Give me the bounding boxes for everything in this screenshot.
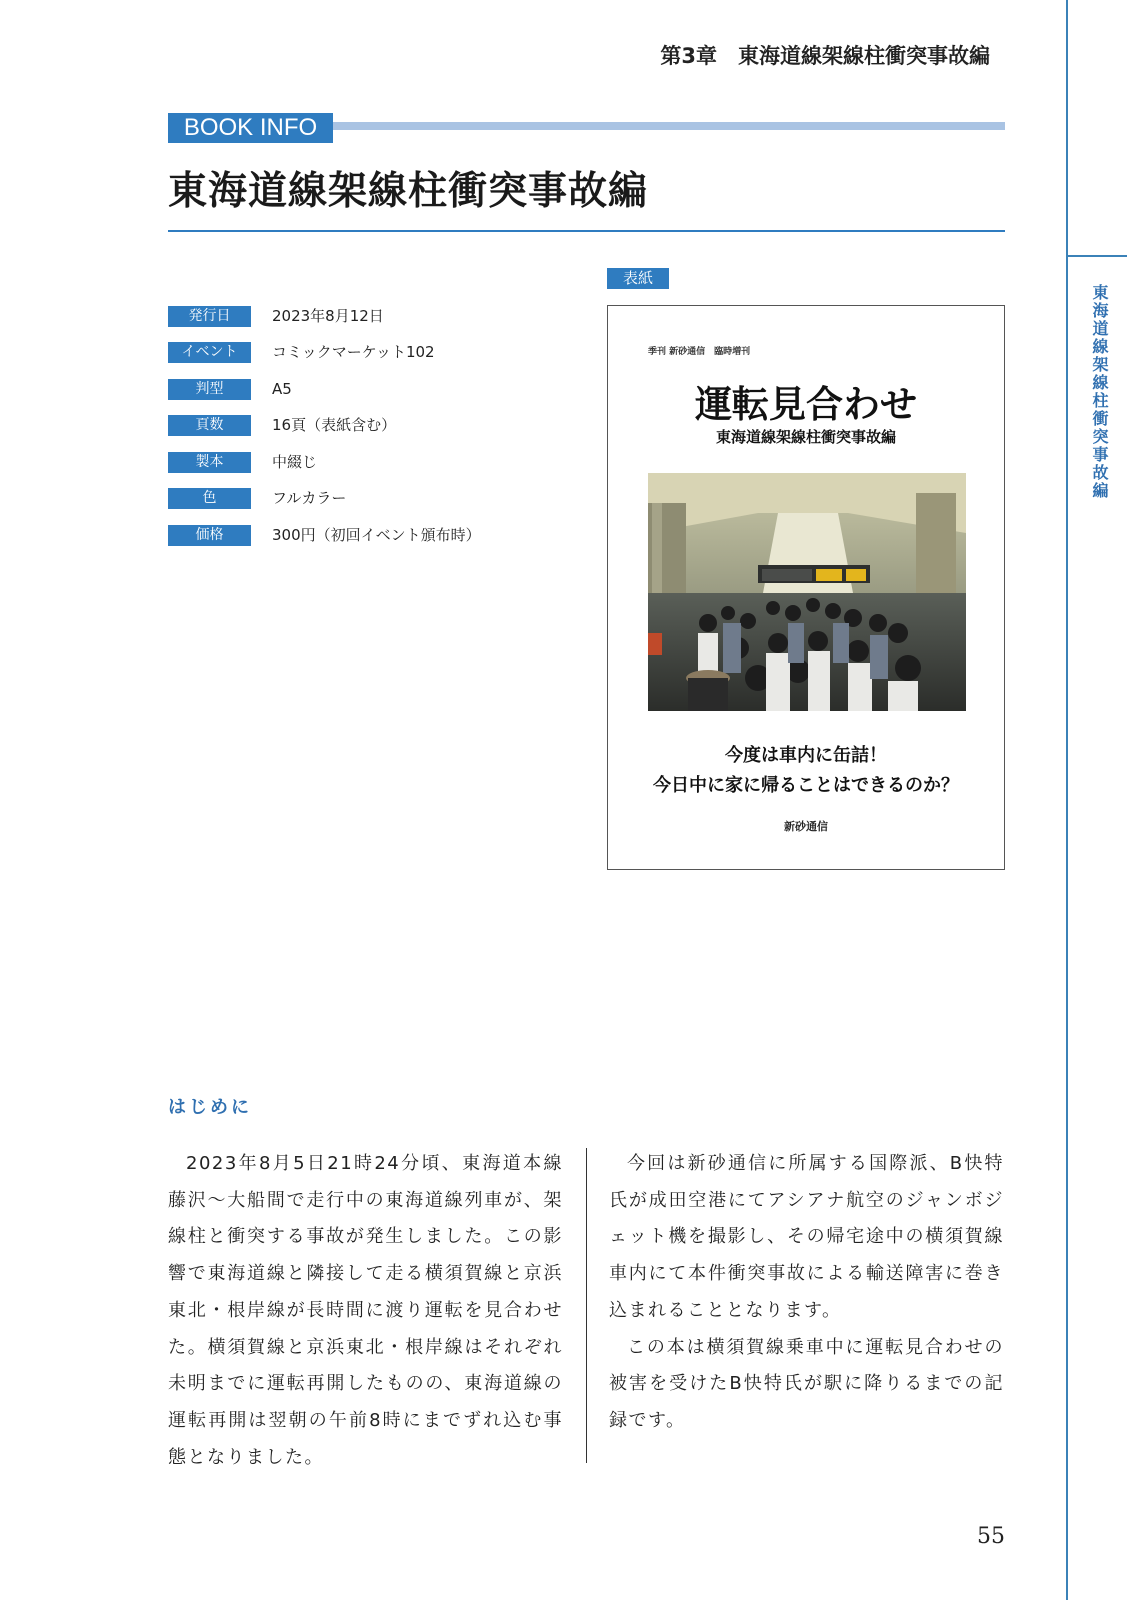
info-value: 2023年8月12日 <box>272 307 384 325</box>
info-label: 発行日 <box>168 306 251 327</box>
paragraph: 2023年8月5日21時24分頃、東海道本線藤沢～大船間で走行中の東海道線列車が、架線柱と衝突する事故が発生しました。この影響で東海道線と隣接して走る横須賀線と京浜東北・根岸線が長時間に渡り運転を見合わせた。横須賀線と京浜東北・根岸線はそれぞれ未明までに運転再開したものの、東海道線の運転再開は翌朝の午前8時にまでずれ込む事態となりました。 <box>168 1153 563 1468</box>
info-label: 色 <box>168 488 251 509</box>
page-title: 東海道線架線柱衝突事故編 <box>168 169 649 214</box>
cover-tagline-1: 今度は車内に缶詰！ <box>725 745 887 766</box>
station-crowd-illustration <box>648 473 966 711</box>
chapter-heading: 第3章 東海道線架線柱衝突事故編 <box>660 44 990 68</box>
info-value: 中綴じ <box>272 453 318 471</box>
title-divider <box>168 230 1005 232</box>
info-label: 判型 <box>168 379 251 400</box>
book-info-bar <box>333 122 1005 130</box>
paragraph: 今回は新砂通信に所属する国際派、B快特氏が成田空港にてアシアナ航空のジャンボジェット機を撮影し、その帰宅途中の横須賀線車内にて本件衝突事故による輸送障害に巻き込まれることとなります。 <box>609 1153 1004 1321</box>
info-value: 300円（初回イベント頒布時） <box>272 526 481 544</box>
sidebar-rule <box>1066 0 1068 1600</box>
book-info-badge: BOOK INFO <box>168 113 333 143</box>
info-label: 価格 <box>168 525 251 546</box>
body-column-right <box>609 1146 1004 1440</box>
sidebar-tick <box>1066 255 1127 257</box>
info-value: フルカラー <box>272 489 347 507</box>
section-heading: はじめに <box>168 1097 252 1118</box>
info-value: 16頁（表紙含む） <box>272 416 397 434</box>
cover-photo <box>648 473 966 711</box>
info-label: イベント <box>168 342 251 363</box>
column-divider <box>586 1148 587 1463</box>
sidebar-vertical-title: 東海道線架線柱衝突事故編 <box>1090 284 1109 500</box>
cover-image <box>607 305 1005 870</box>
info-value: A5 <box>272 380 292 398</box>
cover-tagline-2: 今日中に家に帰ることはできるのか？ <box>653 775 959 796</box>
cover-subtitle: 東海道線架線柱衝突事故編 <box>715 428 896 446</box>
paragraph: この本は横須賀線乗車中に運転見合わせの被害を受けたB快特氏が駅に降りるまでの記録です。 <box>609 1336 1004 1431</box>
cover-title: 運転見合わせ <box>695 382 917 426</box>
info-value: コミックマーケット102 <box>272 343 435 361</box>
body-column-left <box>168 1146 563 1476</box>
page-number: 55 <box>977 1524 1005 1549</box>
cover-header-text: 季刊 新砂通信 臨時増刊 <box>648 347 751 357</box>
info-label: 製本 <box>168 452 251 473</box>
info-label: 頁数 <box>168 415 251 436</box>
cover-badge: 表紙 <box>607 268 669 289</box>
cover-publisher: 新砂通信 <box>784 820 828 833</box>
